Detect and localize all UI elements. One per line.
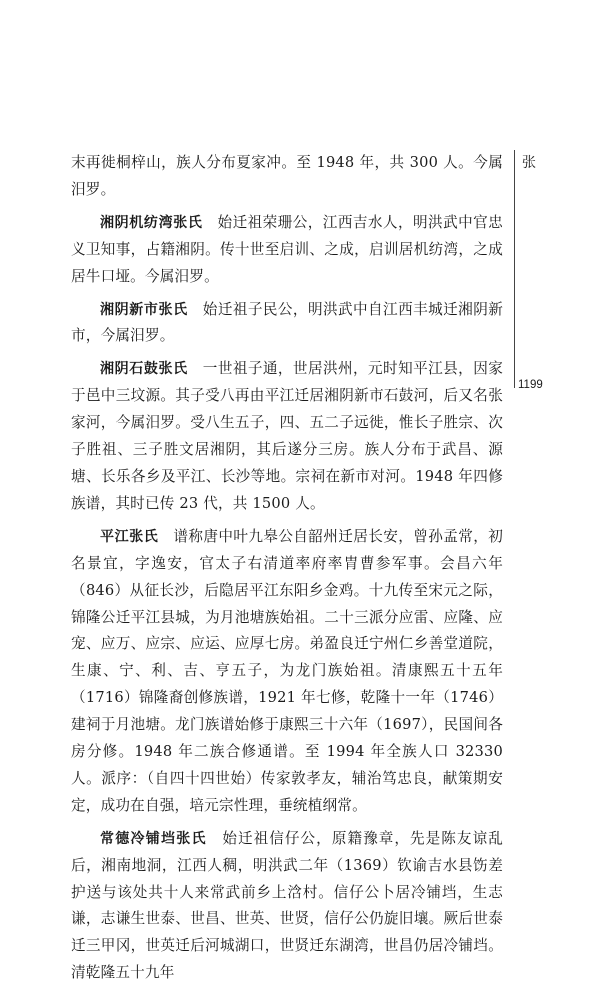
page-number: 1199 — [518, 379, 543, 391]
paragraph-text: 始迁祖子民公，明洪武中自江西丰城迁湘阴新市，今属汨罗。 — [71, 300, 504, 345]
paragraph — [71, 150, 503, 204]
paragraph-heading: 湘阴新市张氏 — [100, 301, 188, 318]
text-body — [71, 150, 503, 993]
margin-rule — [514, 150, 515, 388]
paragraph-text: 谱称唐中叶九皋公自韶州迁居长安，曾孙孟常，初名景宜，字逸安，官太子右清道率府率胄曹参军事。会昌六年（846）从征长沙，后隐居平江东阳乡金鸡。十九传至宋元之际，锦隆公迁平江县城，为月池塘族始祖。二十三派分应雷、应隆、应宠、应万、应宗、应运、应厚七房。弟盈良迁宁州仁乡善堂道院，生康、宁、利、吉、亨五子，为龙门族始祖。清康熙五十五年（1716）锦隆裔创修族谱，1921 年七修，乾隆十一年（1746）建祠于月池塘。龙门族谱始修于康熙三十六年（1697），民国间各房分修。1948 年二族合修通谱。至 1994 年全族人口 32330 人。派序：（自四十四世始）传家敦孝友，辅治笃忠良，献策期安定，成功在自强，培元宗性理，垂统植纲常。 — [71, 527, 503, 814]
paragraph — [71, 524, 503, 820]
section-character: 张 — [522, 155, 536, 171]
paragraph-text: 始迁祖信仔公，原籍豫章，先是陈友谅乱后，湘南地洞，江西人稠，明洪武二年（1369）钦谕吉水县饬差护送与该处共十人来常武前乡上浛村。信仔公卜居冷铺垱，生志谦，志谦生世泰、世昌、世英、世贤，信仔公仍旋旧壤。厥后世泰迁三甲冈，世英迁后河城湖口，世贤迁东湖湾，世昌仍居冷铺垱。清乾隆五十九年 — [71, 829, 503, 982]
paragraph — [71, 297, 503, 351]
paragraph — [71, 826, 503, 987]
paragraph-heading: 平江张氏 — [100, 528, 159, 545]
paragraph-heading: 湘阴石鼓张氏 — [100, 361, 188, 378]
paragraph-heading: 湘阴机纺湾张氏 — [100, 214, 203, 231]
paragraph — [71, 356, 503, 517]
paragraph-text: 一世祖子通，世居洪州，元时知平江县，因家于邑中三坟源。其子受八再由平江迁居湘阴新市石鼓河，后又名张家河，今属汨罗。受八生五子，四、五二子远徙，惟长子胜宗、次子胜祖、三子胜文居湘阴，其后遂分三房。族人分布于武昌、源塘、长乐各乡及平江、长沙等地。宗祠在新市对河。1948 年四修族谱，其时已传 23 代，共 1500 人。 — [71, 360, 504, 512]
paragraph-heading: 常德冷铺垱张氏 — [100, 830, 207, 847]
paragraph — [71, 210, 503, 291]
paragraph-text: 始迁祖荣珊公，江西吉水人，明洪武中官忠义卫知事，占籍湘阴。传十世至启训、之成，启训居机纺湾，之成居牛口垭。今属汨罗。 — [71, 213, 503, 285]
paragraph-text: 末再徙桐梓山，族人分布夏家冲。至 1948 年，共 300 人。今属汨罗。 — [71, 154, 503, 198]
